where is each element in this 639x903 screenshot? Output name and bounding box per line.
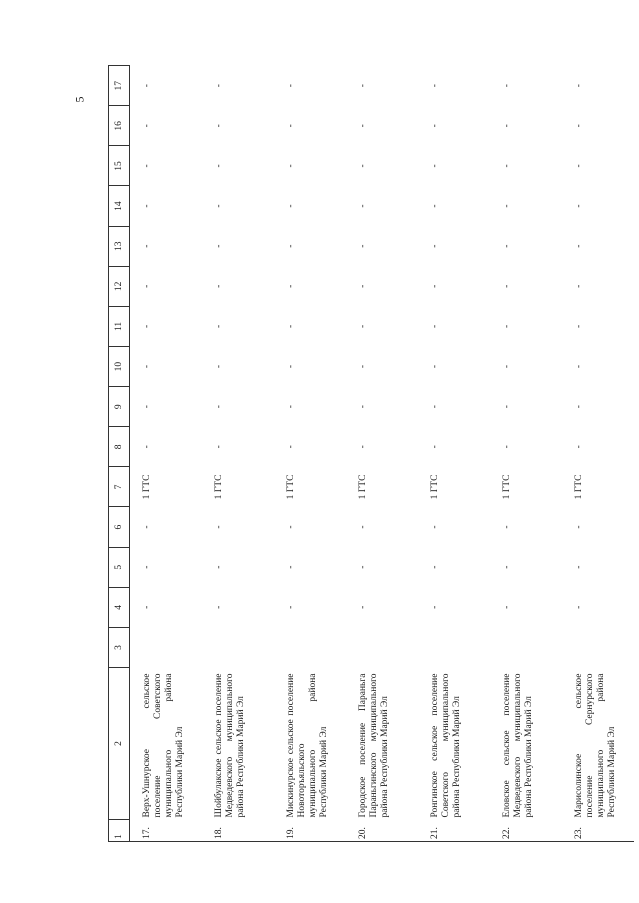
table-cell: - bbox=[286, 124, 296, 128]
row-number: 23. bbox=[562, 820, 634, 842]
column-header: 2 bbox=[109, 668, 130, 820]
table-cell: - bbox=[430, 364, 440, 369]
table-cell: - bbox=[502, 565, 512, 569]
table-cell: - bbox=[286, 84, 296, 88]
table-cell: - bbox=[430, 284, 440, 288]
column-header: 6 bbox=[109, 507, 130, 547]
settlement-name: Еловское сельское поселение Медведевского муниципального района Республики Марий Эл bbox=[502, 673, 534, 818]
row-number: 18. bbox=[202, 820, 274, 842]
table-cell: - bbox=[142, 84, 152, 88]
column-header: 15 bbox=[109, 146, 130, 186]
table-cell: - bbox=[574, 364, 584, 369]
table-cell: - bbox=[502, 284, 512, 288]
table-cell bbox=[346, 627, 418, 667]
column-header: 17 bbox=[109, 66, 130, 106]
table-cell: - bbox=[430, 164, 440, 168]
table-cell bbox=[418, 627, 490, 667]
column-header: 11 bbox=[109, 306, 130, 346]
table-cell: - bbox=[214, 565, 224, 569]
table-cell: - bbox=[502, 364, 512, 369]
table-cell: - bbox=[142, 324, 152, 329]
table-cell: - bbox=[142, 164, 152, 168]
table-cell: - bbox=[430, 244, 440, 248]
table-cell: - bbox=[430, 324, 440, 329]
table-cell: - bbox=[502, 405, 512, 409]
table-cell: 1 ГТС bbox=[502, 474, 512, 500]
table-cell: - bbox=[574, 84, 584, 88]
column-header: 1 bbox=[109, 820, 130, 842]
settlement-name: Ронгинское сельское поселение Советского муниципального района Республики Марий Эл bbox=[430, 673, 462, 818]
table-cell: - bbox=[574, 445, 584, 449]
table-cell: 1 ГТС bbox=[286, 474, 296, 500]
table-cell: - bbox=[574, 284, 584, 288]
table-cell: - bbox=[214, 124, 224, 128]
rotated-table-container bbox=[108, 66, 617, 842]
table-cell: - bbox=[214, 284, 224, 288]
table-cell: - bbox=[214, 84, 224, 88]
table-cell: - bbox=[286, 204, 296, 208]
table-row bbox=[490, 66, 562, 842]
column-header: 9 bbox=[109, 387, 130, 427]
table-cell: - bbox=[142, 565, 152, 569]
table-cell: - bbox=[502, 445, 512, 449]
table-cell: - bbox=[142, 284, 152, 288]
table-cell: - bbox=[142, 445, 152, 449]
column-header: 13 bbox=[109, 226, 130, 266]
row-number: 20. bbox=[346, 820, 418, 842]
table-cell: - bbox=[358, 445, 368, 449]
table-cell: - bbox=[430, 405, 440, 409]
table-cell: - bbox=[214, 204, 224, 208]
table-cell: - bbox=[430, 124, 440, 128]
table-cell: - bbox=[574, 405, 584, 409]
column-header: 10 bbox=[109, 347, 130, 387]
table-cell: - bbox=[358, 84, 368, 88]
table-cell: - bbox=[214, 164, 224, 168]
settlement-name: Марисолинское сельское поселение Сернурского муниципального района Республики Марий Эл bbox=[574, 673, 617, 818]
table-row bbox=[562, 66, 634, 842]
column-header: 8 bbox=[109, 427, 130, 467]
row-number: 21. bbox=[418, 820, 490, 842]
table-cell: - bbox=[286, 364, 296, 369]
table-cell: - bbox=[574, 124, 584, 128]
table-cell: - bbox=[142, 605, 152, 609]
table-cell: - bbox=[214, 525, 224, 529]
table-cell: - bbox=[358, 124, 368, 128]
column-header: 3 bbox=[109, 627, 130, 667]
page-number: 5 bbox=[72, 96, 87, 103]
table-cell: - bbox=[574, 565, 584, 569]
table-cell: - bbox=[142, 364, 152, 369]
table-cell: - bbox=[286, 164, 296, 168]
settlement-name: Мискинурское сельское поселение Новоторъяльского муниципального района Республики Марий Эл bbox=[286, 673, 329, 818]
table-cell: 1 ГТС bbox=[214, 474, 224, 500]
data-table bbox=[108, 65, 634, 842]
table-cell: - bbox=[358, 525, 368, 529]
table-cell: - bbox=[502, 124, 512, 128]
table-cell: - bbox=[142, 244, 152, 248]
column-header: 5 bbox=[109, 547, 130, 587]
table-cell: - bbox=[358, 164, 368, 168]
table-cell: - bbox=[502, 164, 512, 168]
table-cell bbox=[562, 627, 634, 667]
table-cell: - bbox=[214, 244, 224, 248]
table-cell: - bbox=[214, 405, 224, 409]
table-row bbox=[346, 66, 418, 842]
table-row bbox=[202, 66, 274, 842]
table-cell: - bbox=[430, 525, 440, 529]
row-number: 17. bbox=[130, 820, 203, 842]
table-cell: - bbox=[358, 204, 368, 208]
table-cell: - bbox=[502, 204, 512, 208]
column-header: 7 bbox=[109, 467, 130, 507]
table-cell: - bbox=[574, 244, 584, 248]
table-cell: 1 ГТС bbox=[574, 474, 584, 500]
table-cell: - bbox=[286, 324, 296, 329]
table-cell: - bbox=[286, 525, 296, 529]
table-cell: - bbox=[430, 84, 440, 88]
column-header: 16 bbox=[109, 106, 130, 146]
table-cell: - bbox=[502, 525, 512, 529]
table-cell: - bbox=[214, 445, 224, 449]
table-cell: 1 ГТС bbox=[142, 474, 152, 500]
table-cell bbox=[130, 627, 203, 667]
table-row bbox=[274, 66, 346, 842]
column-header: 14 bbox=[109, 186, 130, 226]
table-cell: - bbox=[358, 244, 368, 248]
table-cell: - bbox=[286, 605, 296, 609]
table-cell: - bbox=[574, 204, 584, 208]
table-cell: - bbox=[574, 324, 584, 329]
table-cell: - bbox=[142, 124, 152, 128]
table-cell bbox=[274, 627, 346, 667]
table-cell: - bbox=[502, 244, 512, 248]
table-cell: - bbox=[502, 84, 512, 88]
table-cell: - bbox=[142, 204, 152, 208]
table-row bbox=[130, 66, 203, 842]
table-cell bbox=[202, 627, 274, 667]
table-cell: - bbox=[574, 164, 584, 168]
column-header: 12 bbox=[109, 266, 130, 306]
table-cell: - bbox=[430, 204, 440, 208]
table-cell: - bbox=[430, 605, 440, 609]
table-cell: - bbox=[142, 405, 152, 409]
table-cell: - bbox=[430, 565, 440, 569]
table-cell: 1 ГТС bbox=[358, 474, 368, 500]
table-header-row bbox=[109, 66, 130, 842]
table-cell: - bbox=[358, 364, 368, 369]
table-cell: - bbox=[358, 284, 368, 288]
table-row bbox=[418, 66, 490, 842]
table-cell: - bbox=[574, 605, 584, 609]
table-cell: - bbox=[286, 284, 296, 288]
table-cell: - bbox=[430, 445, 440, 449]
settlement-name: Верх-Ушнурское сельское поселение Советского муниципального района Республики Марий Эл bbox=[142, 673, 185, 818]
table-cell: - bbox=[142, 525, 152, 529]
table-cell: - bbox=[502, 324, 512, 329]
column-header: 4 bbox=[109, 587, 130, 627]
table-cell: - bbox=[502, 605, 512, 609]
table-cell: - bbox=[358, 324, 368, 329]
table-cell: - bbox=[358, 405, 368, 409]
table-body bbox=[130, 66, 635, 842]
table-cell: - bbox=[214, 605, 224, 609]
table-cell: - bbox=[286, 565, 296, 569]
table-cell: - bbox=[286, 405, 296, 409]
table-cell: - bbox=[214, 324, 224, 329]
table-cell: - bbox=[358, 605, 368, 609]
table-cell: - bbox=[286, 244, 296, 248]
table-cell: - bbox=[214, 364, 224, 369]
row-number: 19. bbox=[274, 820, 346, 842]
settlement-name: Шойбулакское сельское поселение Медведевского муниципального района Республики Марий Эл bbox=[214, 673, 246, 818]
table-cell: - bbox=[574, 525, 584, 529]
table-cell bbox=[490, 627, 562, 667]
row-number: 22. bbox=[490, 820, 562, 842]
table-cell: - bbox=[358, 565, 368, 569]
settlement-name: Городское поселение Параньга Параньгинского муниципального района Республики Марий Эл bbox=[358, 673, 390, 818]
table-cell: - bbox=[286, 445, 296, 449]
table-cell: 1 ГТС bbox=[430, 474, 440, 500]
